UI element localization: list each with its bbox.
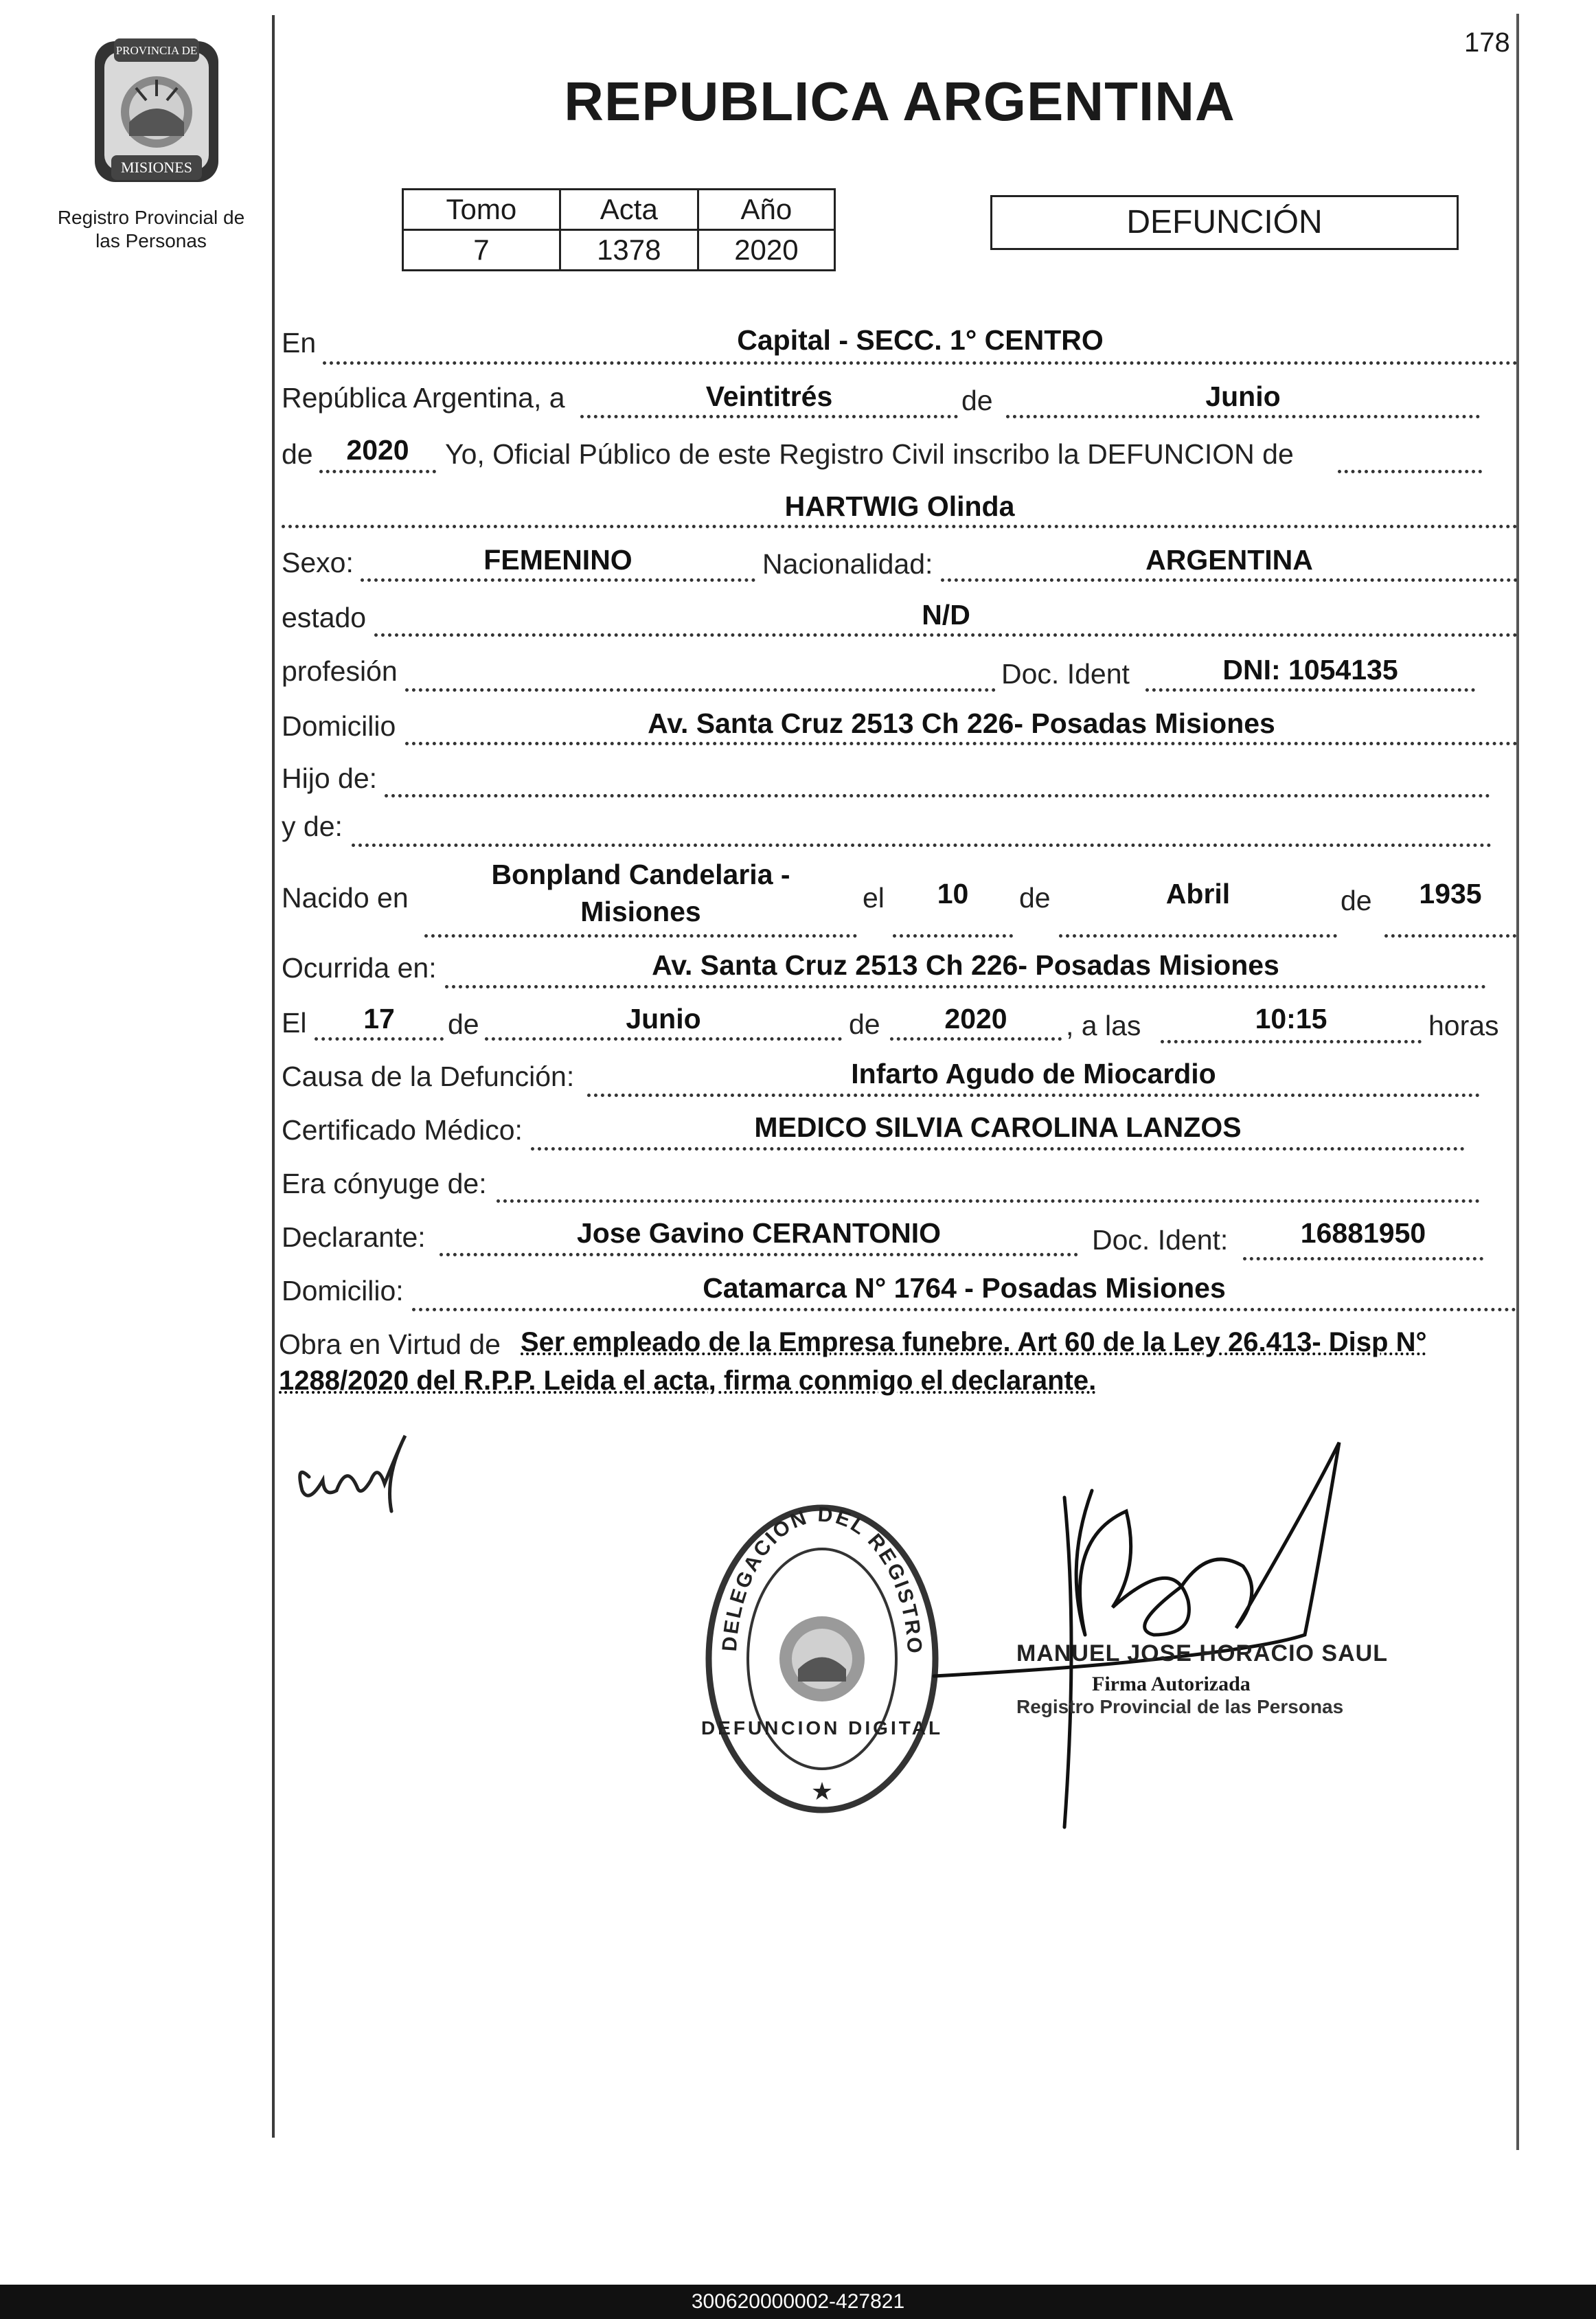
birth-month-value: Abril (1165, 878, 1231, 909)
obra-label: Obra en Virtud de (279, 1328, 501, 1360)
republica-label: República Argentina, a (282, 382, 565, 414)
decl-domicilio-value: Catamarca N° 1764 - Posadas Misiones (703, 1272, 1226, 1304)
decl-doc-label: Doc. Ident: (1092, 1224, 1229, 1256)
death-time-dotted-line (1161, 1040, 1422, 1043)
death-year-dotted-line (890, 1037, 1062, 1041)
record-table-value-row (403, 230, 835, 271)
nacionalidad-label: Nacionalidad: (762, 548, 933, 580)
signature-block (1016, 1640, 1401, 1718)
estado-dotted-line (374, 633, 1518, 637)
sexo-label: Sexo: (282, 547, 354, 578)
day-dotted-line (580, 415, 958, 418)
ocurrida-label: Ocurrida en: (282, 952, 437, 984)
month-value: Junio (1205, 381, 1281, 412)
conyuge-label: Era cónyuge de: (282, 1168, 487, 1199)
horas-label: horas (1428, 1010, 1499, 1041)
death-de2-label: de (849, 1008, 880, 1040)
stamp-outer-text: DELEGACION DEL REGISTRO (718, 1503, 926, 1656)
document-title: REPUBLICA ARGENTINA (564, 71, 1235, 132)
record-table-cell: 2020 (698, 230, 834, 271)
profesion-dotted-line (405, 688, 996, 692)
birth-year-value: 1935 (1419, 878, 1482, 909)
sexo-dotted-line (361, 578, 755, 582)
oficial-text: Yo, Oficial Público de este Registro Civil inscribo la DEFUNCION de (445, 438, 1294, 470)
logo-text-top: PROVINCIA DE (115, 44, 198, 57)
stamp-inner-text: DEFUNCION DIGITAL (702, 1717, 942, 1739)
nacido-label: Nacido en (282, 882, 409, 914)
death-de-label: de (448, 1008, 479, 1040)
name-dotted-line (282, 525, 1518, 528)
death-month-value: Junio (626, 1003, 701, 1034)
domicilio-dotted-line (405, 742, 1518, 745)
doc-value: DNI: 1054135 (1222, 654, 1398, 686)
certificado-dotted-line (531, 1147, 1465, 1151)
certificado-label: Certificado Médico: (282, 1114, 523, 1146)
death-el-label: El (282, 1007, 307, 1039)
causa-label: Causa de la Defunción: (282, 1061, 575, 1092)
nacido-place-line1: Bonpland Candelaria - (491, 859, 790, 890)
record-table-header-row (403, 190, 835, 230)
doc-label: Doc. Ident (1001, 658, 1130, 690)
record-table-header: Año (698, 190, 834, 230)
record-table-cell: 7 (403, 230, 560, 271)
yde-dotted-line (352, 844, 1492, 847)
signatory-institution: Registro Provincial de las Personas (1016, 1696, 1344, 1717)
registry-line-2: las Personas (95, 230, 207, 251)
provincial-logo (81, 33, 232, 191)
birth-day-value: 10 (937, 878, 969, 909)
official-stamp (702, 1497, 942, 1820)
page-number: 178 (1464, 27, 1510, 58)
declarante-dotted-line (440, 1253, 1078, 1256)
record-type-box (990, 195, 1459, 250)
estado-label: estado (282, 602, 367, 633)
declarante-value: Jose Gavino CERANTONIO (576, 1217, 942, 1249)
decl-domicilio-dotted-line (412, 1308, 1516, 1311)
death-year-value: 2020 (944, 1003, 1007, 1034)
death-day-dotted-line (315, 1037, 444, 1041)
nacido-place-dotted-line (424, 934, 857, 938)
name-tail-dotted-line (1338, 470, 1482, 473)
birth-de2-label: de (1341, 885, 1372, 916)
footer-bar (0, 2285, 1596, 2319)
deceased-name: HARTWIG Olinda (784, 490, 1015, 522)
footer-id: 300620000002-427821 (691, 2290, 905, 2313)
domicilio-label: Domicilio (282, 710, 396, 742)
decl-doc-value: 16881950 (1300, 1217, 1426, 1249)
decl-domicilio-label: Domicilio: (282, 1275, 404, 1306)
conyuge-dotted-line (497, 1199, 1480, 1203)
alas-label: , a las (1066, 1010, 1141, 1041)
ocurrida-value: Av. Santa Cruz 2513 Ch 226- Posadas Misiones (652, 949, 1279, 981)
hijo-dotted-line (385, 794, 1490, 797)
domicilio-value: Av. Santa Cruz 2513 Ch 226- Posadas Misiones (648, 708, 1275, 739)
death-time-value: 10:15 (1255, 1003, 1327, 1034)
handwritten-initials (282, 1422, 446, 1518)
obra-value-line2: 1288/2020 del R.P.P. Leida el acta, firma conmigo el declarante. (279, 1366, 1097, 1396)
day-words-value: Veintitrés (705, 381, 833, 412)
hijo-label: Hijo de: (282, 762, 378, 794)
en-dotted-line (323, 361, 1518, 365)
doc-dotted-line (1145, 688, 1475, 692)
birth-day-dotted-line (893, 934, 1013, 938)
yde-label: y de: (282, 811, 343, 842)
nacionalidad-value: ARGENTINA (1145, 544, 1313, 576)
causa-value: Infarto Agudo de Miocardio (851, 1058, 1216, 1089)
profesion-label: profesión (282, 655, 398, 687)
record-table-cell: 1378 (560, 230, 698, 271)
registry-name (27, 206, 275, 253)
logo-text-bottom: MISIONES (121, 159, 192, 176)
de-year-label: de (282, 438, 313, 470)
ocurrida-dotted-line (445, 985, 1486, 988)
causa-dotted-line (587, 1094, 1480, 1097)
estado-value: N/D (922, 599, 970, 631)
record-type-label: DEFUNCIÓN (1126, 204, 1323, 240)
signature (920, 1429, 1360, 1841)
en-value: Capital - SECC. 1° CENTRO (737, 324, 1104, 356)
en-label: En (282, 327, 317, 359)
decl-doc-dotted-line (1243, 1257, 1483, 1260)
el-label: el (863, 882, 885, 914)
birth-de-label: de (1019, 882, 1051, 914)
de-label: de (961, 385, 993, 416)
birth-month-dotted-line (1059, 934, 1337, 938)
record-table-header: Tomo (403, 190, 560, 230)
declarante-label: Declarante: (282, 1221, 426, 1253)
signatory-role: Firma Autorizada (1092, 1673, 1251, 1695)
certificado-value: MEDICO SILVIA CAROLINA LANZOS (754, 1111, 1242, 1143)
death-month-dotted-line (485, 1037, 842, 1041)
obra-value-line1: Ser empleado de la Empresa funebre. Art 60 de la Ley 26.413- Disp N° (521, 1327, 1427, 1357)
nacido-place-line2: Misiones (580, 896, 701, 927)
nacionalidad-dotted-line (941, 578, 1518, 582)
record-table-header: Acta (560, 190, 698, 230)
birth-year-dotted-line (1384, 934, 1516, 938)
left-margin-rule (272, 15, 275, 2138)
record-table (402, 188, 836, 271)
death-day-value: 17 (363, 1003, 395, 1034)
signatory-name: MANUEL JOSE HORACIO SAUL (1016, 1640, 1388, 1666)
registry-line-1: Registro Provincial de (57, 207, 245, 228)
year-value: 2020 (346, 434, 409, 466)
year-dotted-line (319, 470, 436, 473)
month-dotted-line (1006, 415, 1480, 418)
star-icon: ★ (810, 1777, 834, 1805)
sexo-value: FEMENINO (483, 544, 632, 576)
